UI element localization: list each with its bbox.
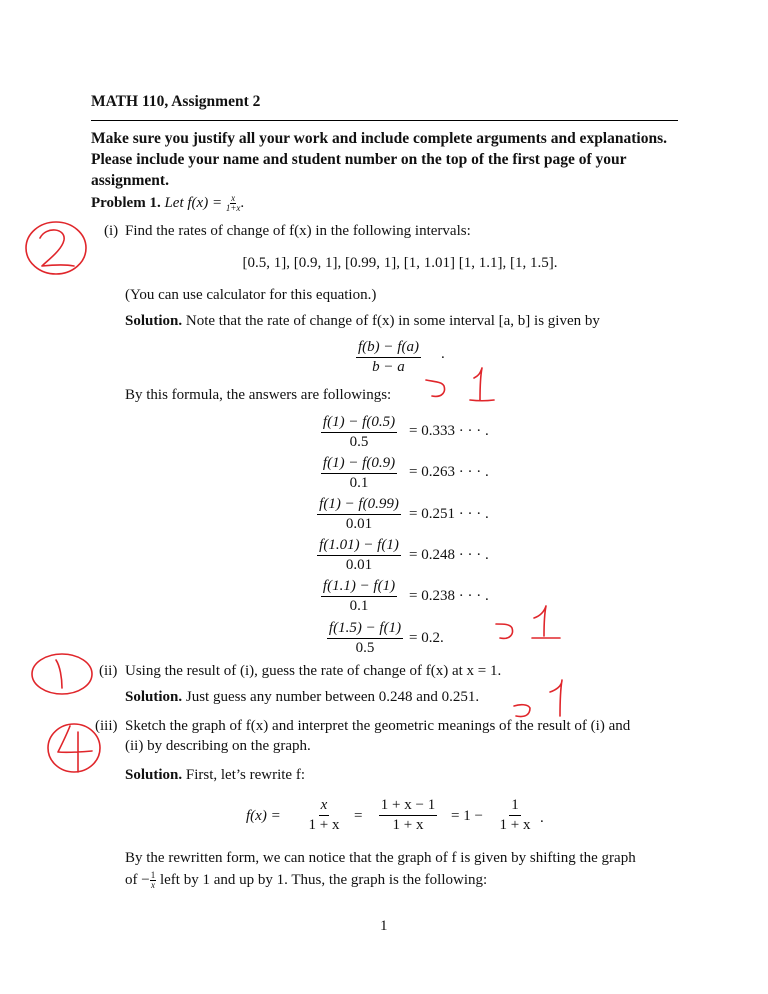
- solution-label: Solution.: [125, 313, 183, 329]
- answer-numerator: f(1) − f(0.5): [321, 414, 397, 433]
- rewrite-numerator: 1 + x − 1: [379, 797, 437, 816]
- answer-denominator: 0.5: [349, 434, 369, 450]
- rewrite-fraction-2: [370, 797, 446, 834]
- part-iii-question-line1: Sketch the graph of f(x) and interpret the geometric meanings of the result of (i) and: [125, 718, 631, 734]
- closing-prefix: of −: [125, 871, 150, 888]
- rate-formula: [356, 339, 421, 376]
- problem-heading: Problem 1.: [91, 194, 161, 211]
- score-circle-4-icon: [40, 720, 110, 776]
- solution-label: Solution.: [125, 689, 183, 705]
- answer-numerator: f(1.01) − f(1): [317, 537, 401, 556]
- answer-result: = 0.333 · · · .: [409, 423, 489, 439]
- answer-result: = 0.248 · · · .: [409, 547, 489, 563]
- check-2-icon: [490, 600, 570, 650]
- solution-text: Note that the rate of change of f(x) in some interval [a, b] is given by: [185, 313, 600, 329]
- statement-numerator: x: [231, 193, 236, 203]
- statement-denominator: 1+x: [225, 203, 241, 213]
- answer-result: = 0.263 · · · .: [409, 464, 489, 480]
- instructions: Make sure you justify all your work and include complete arguments and explanations. Please include your name and student number on the top of the first page of your assignment.: [91, 130, 667, 189]
- score-circle-1-icon: [26, 652, 96, 702]
- rewrite-denominator: 1 + x: [308, 817, 340, 833]
- problem-statement-prefix: Let f(x) =: [164, 194, 223, 211]
- part-i-label: (i): [104, 223, 119, 239]
- rewrite-equals-2: = 1 −: [451, 808, 483, 824]
- part-i-intervals: [0.5, 1], [0.9, 1], [0.99, 1], [1, 1.01] [1, 1.1], [1, 1.5].: [242, 255, 558, 271]
- answer-denominator: 0.01: [345, 516, 373, 532]
- part-i-question: Find the rates of change of f(x) in the following intervals:: [125, 223, 471, 239]
- rewrite-lhs: f(x) =: [246, 808, 281, 824]
- part-ii-label: (ii): [99, 663, 118, 679]
- answer-4-fraction: [313, 537, 405, 574]
- answer-5-fraction: [313, 578, 405, 615]
- answer-numerator: f(1.1) − f(1): [321, 578, 397, 597]
- part-iii-solution: [125, 767, 305, 784]
- answer-numerator: f(1) − f(0.9): [321, 455, 397, 474]
- closing-line-1: By the rewritten form, we can notice that the graph of f is given by shifting the graph: [125, 850, 636, 866]
- statement-suffix: .: [240, 194, 245, 211]
- answer-2-fraction: [313, 455, 405, 492]
- part-i-solution: [125, 313, 600, 330]
- check-1-icon: [420, 360, 500, 410]
- answer-3-fraction: [313, 496, 405, 533]
- closing-numerator: 1: [150, 870, 156, 880]
- answer-denominator: 0.1: [349, 598, 369, 614]
- part-iii-question-line2: (ii) by describing on the graph.: [125, 738, 311, 754]
- answers-intro: By this formula, the answers are followings:: [125, 387, 392, 403]
- part-iii-label: (iii): [95, 718, 118, 734]
- formula-period: .: [441, 346, 445, 362]
- rewrite-denominator: 1 + x: [499, 817, 531, 833]
- formula-numerator: f(b) − f(a): [356, 339, 421, 358]
- answer-denominator: 0.01: [345, 557, 373, 573]
- answer-denominator: 0.1: [349, 475, 369, 491]
- rewrite-equals-1: =: [354, 808, 363, 824]
- closing-line-2: [125, 871, 487, 890]
- answer-numerator: f(1) − f(0.99): [317, 496, 401, 515]
- title-divider: [91, 120, 678, 121]
- rewrite-numerator: 1: [509, 797, 521, 816]
- part-ii-solution: [125, 689, 479, 706]
- part-i-note: (You can use calculator for this equation.): [125, 287, 377, 303]
- answer-1-fraction: [313, 414, 405, 451]
- page-number: 1: [380, 918, 388, 934]
- rewrite-fraction-1: [300, 797, 348, 834]
- closing-suffix: left by 1 and up by 1. Thus, the graph is the following:: [159, 871, 488, 888]
- rewrite-period: .: [540, 810, 544, 826]
- solution-text: Just guess any number between 0.248 and 0.251.: [185, 689, 480, 705]
- answer-denominator: 0.5: [355, 640, 375, 656]
- solution-text: First, let’s rewrite f:: [185, 767, 306, 783]
- problem-1-statement: [91, 194, 244, 213]
- check-3-icon: [500, 676, 580, 726]
- score-circle-2-icon: [20, 220, 90, 280]
- answer-numerator: f(1.5) − f(1): [327, 620, 403, 639]
- closing-denominator: x: [150, 880, 155, 890]
- answer-6-fraction: [324, 620, 406, 657]
- rewrite-denominator: 1 + x: [392, 817, 424, 833]
- part-ii-question: Using the result of (i), guess the rate of change of f(x) at x = 1.: [125, 663, 502, 679]
- answer-result: = 0.2.: [409, 630, 444, 646]
- rewrite-numerator: x: [319, 797, 330, 816]
- solution-label: Solution.: [125, 767, 183, 783]
- formula-denominator: b − a: [372, 359, 405, 375]
- answer-result: = 0.251 · · · .: [409, 506, 489, 522]
- rewrite-fraction-3: [491, 797, 539, 834]
- assignment-title: MATH 110, Assignment 2: [91, 93, 261, 110]
- answer-result: = 0.238 · · · .: [409, 588, 489, 604]
